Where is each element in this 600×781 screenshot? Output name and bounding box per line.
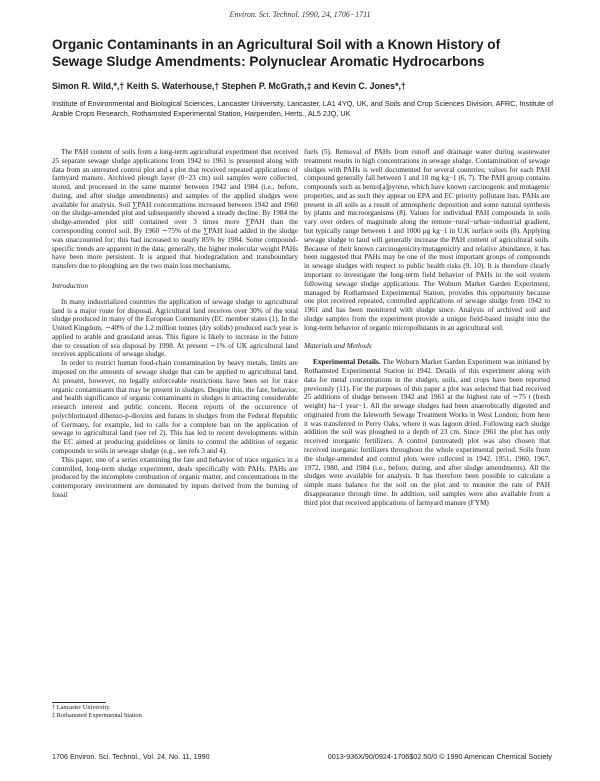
intro-paragraph-2: In order to restrict human food-chain contamination by heavy metals, limits are imposed on the amounts of sewage sludge that can be applied to agricultural land. At present, however, no legally enforceable restrictions have been set for trace organic contaminants that may be present in sludges. Despite this, the fate, behavior, and health significance of organic contaminants in sludges is attracting considerable research interest and public concern. Recent reports of the occurrence of polychlorinated dibenzo-p-dioxins and furans in sludges from the Federal Republic of Germany, for example, led to calls for a complete ban on the application of sewage to agricultural land (see ref 2). This has led to recent developments within the EC aimed at producing guidelines or limits to control the addition of organic compounds to soils in sewage sludge (e.g., see refs 3 and 4). [52, 359, 298, 455]
footer-citation: 1706 Environ. Sci. Technol., Vol. 24, No. 11, 1990 [52, 752, 210, 761]
author-list: Simon R. Wild,*,† Keith S. Waterhouse,† Stephen P. McGrath,‡ and Kevin C. Jones*,† [52, 81, 406, 91]
footnote-rule [52, 702, 106, 703]
introduction-heading: Introduction [52, 281, 88, 290]
footnotes [52, 704, 298, 720]
left-column [52, 148, 298, 500]
experimental-details-text: The Woburn Market Garden Experiment was initiated by Rothamsted Experimental Station in 1942. Details of this experiment along with data for metal concentrations in the sludges, soils, and crops have been reported previously (11). For the purposes of this paper a plot was selected that had received 25 additions of sludge between 1942 and 1961 at the highest rate of ∼75 t (fresh weight) ha−1 year−1. All the sewage sludges had been anaerobically digested and originated from the Isleworth Sewage Treatment Works in West London; from here it was transferred to Perry Oaks, where it was lagoon dried. Following each sludge addition the soil was ploughed to a depth of 23 cm. Since 1961 the plot has only received inorganic fertilizers. A control (untreated) plot was also chosen that received inorganic fertilizers throughout the whole experimental period. Soils from the sludge-amended and control plots were collected in 1942, 1951, 1960, 1967, 1972, 1980, and 1984 (i.e., before, during, and after sludge amendments). All the sludges were available for analysis. It has therefore been possible to calculate a simple mass balance for the soil on the plot and to monitor the rate of PAH disappearance through time. In addition, soil samples were also available from a third plot that received applications of farmyard manure (FYM) [304, 358, 550, 507]
affiliations: Institute of Environmental and Biological Sciences, Lancaster University, Lancaster, LA1 4YQ, UK, and Soils and Crop Sciences Division, AFRC, Institute of Arable Crops Research, Rothamsted Experimental Station, Harpenden, Herts., AL5 2JQ, UK [52, 99, 554, 119]
journal-header: Environ. Sci. Technol. 1990, 24, 1706−1711 [229, 10, 371, 19]
intro-paragraph-1: In many industrialized countries the application of sewage sludge to agricultural land is a major route for disposal. Agricultural land receives over 30% of the total sludge produced in many of the European Community (EC member states (1). In the United Kingdom, ∼40% of the 1.2 million tonnes (dry solids) produced each year is applied to arable and grassland areas. This figure is likely to increase in the future due to cessation of sea disposal by 1998. At present ∼1% of UK agricultural land receives applications of sewage sludge. [52, 297, 298, 359]
footnote-lancaster: † Lancaster University. [52, 704, 111, 711]
article-title: Organic Contaminants in an Agricultural Soil with a Known History of Sewage Sludge Amendments: Polynuclear Aromatic Hydrocarbons [52, 37, 501, 69]
methods-heading: Materials and Methods [304, 342, 372, 351]
intro-paragraph-3: This paper, one of a series examining the fate and behavior of trace organics in a controlled, long-term sludge experiment, deals specifically with PAHs. PAHs are produced by the incomplete combustion of organic matter, and concentrations in the contemporary environment are dominated by inputs derived from the burning of fossil [52, 455, 298, 499]
right-column [304, 148, 550, 507]
footer-copyright: 0013-936X/90/0924-1706$02.50/0 © 1990 American Chemical Society [327, 752, 552, 761]
footnote-rothamsted: ‡ Rothamsted Experimental Station. [52, 712, 144, 719]
experimental-details-heading: Experimental Details. [313, 358, 381, 367]
right-paragraph-1: fuels (5). Removal of PAHs from runoff and drainage water during wastewater treatment results in high concentrations in sewage sludge. Contamination of sewage sludges with PAHs is well documented for several countries; values for each PAH compound generally fall between 1 and 10 mg kg−1 (6, 7). The PAH group contains compounds such as benzo[a]pyrene, which have known carcinogenic and mutagenic properties, and as such they appear on EPA and EC priority pollutant lists. PAHs are present in all soils as a result of atmospheric deposition and some natural synthesis by plants and microorganisms (8). Values for individual PAH compounds in soils vary over orders of magnitude along the remote−rural−urban−industrial gradient, but typically range between 1 and 1000 μg kg−1 in U.K surface soils (8). Applying sewage sludge to land will generally increase the PAH content of agricultural soils. Because of their known carcinogenicity/mutagenicity and relative abundance, it has been suggested that PAHs may be one of the most important groups of compounds in sewage sludges with respect to public health risks (9, 10). It is therefore clearly important to investigate the long-term field behavior of PAHs in the soil system following sewage sludge applications. The Woburn Market Garden Experiment, managed by Rothamsted Experimental Station, provides this opportunity because one plot received repeated, controlled applications of sewage sludge from 1942 to 1961 and has been monitored with sludge since. Analysis of archived soil and sludge samples from the experiment provide a unique field-based insight into the long-term behavior of organic micropollutants in an agricultural soil. [304, 148, 550, 332]
abstract: The PAH content of soils from a long-term agricultural experiment that received 25 separate sewage sludge applications from 1942 to 1961 is presented along with data from an untreated control plot and a plot that received repeated applications of farmyard manure. Archived plough layer (0−23 cm) soil samples were collected, stored, and processed in the same manner between 1942 and 1984 (i.e., before, during, and after sludge amendments) and samples of the applied sludges were available for analysis. Soil ∑PAH concentrations increased between 1942 and 1960 on the sludge-amended plot and subsequently showed a steady decline. By 1984 the sludge-amended plot still contained over 3 times more ∑PAH than the corresponding control soil. By 1960 ∼75% of the ∑PAH load added in the sludge was unaccounted for; this had increased to nearly 85% by 1984. Some compound-specific trends are apparent in the data; generally, the higher molecular weight PAHs have been more persistent. It is argued that biodegradation and transboundary transfers due to ploughing are the two main loss mechanisms. [52, 148, 298, 271]
experimental-details-paragraph [304, 358, 550, 507]
page-footer [52, 752, 552, 761]
